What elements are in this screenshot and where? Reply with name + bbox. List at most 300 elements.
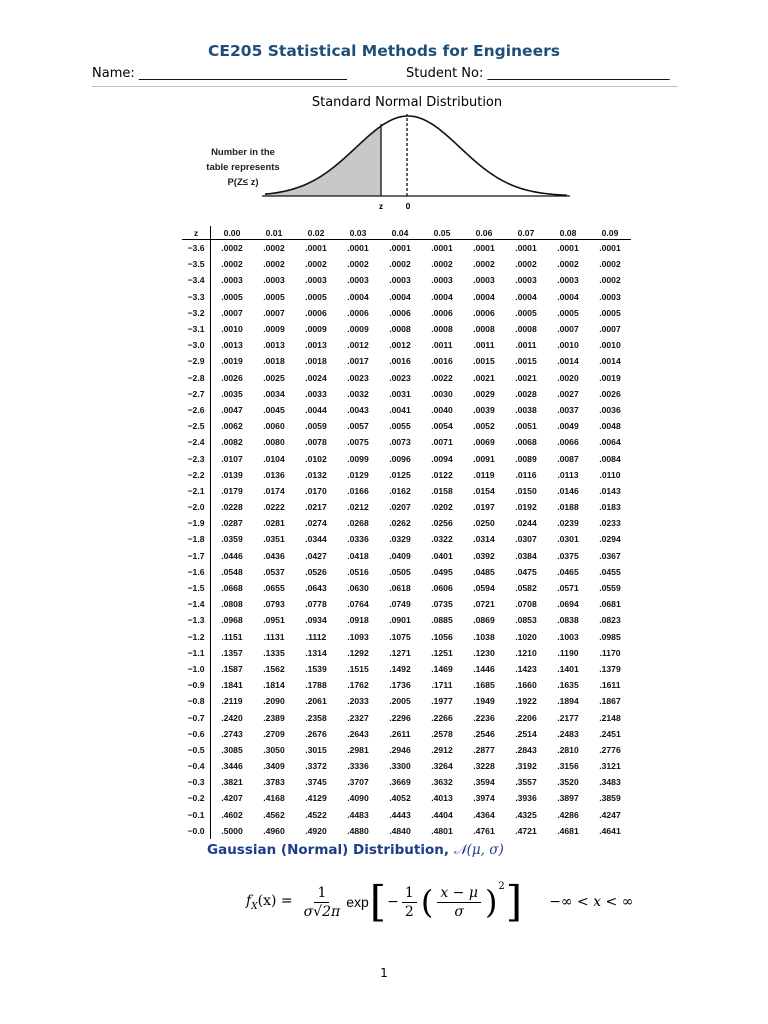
probability-cell: .0212 (347, 502, 369, 513)
probability-cell: .0024 (305, 372, 327, 383)
table-row (182, 450, 631, 466)
table-row (182, 596, 631, 612)
probability-cell: .3121 (599, 761, 621, 772)
column-header: 0.08 (547, 226, 589, 240)
probability-cell: .4013 (431, 793, 453, 804)
probability-cell: .1038 (473, 631, 495, 642)
probability-cell: .0045 (263, 404, 285, 415)
probability-cell: .0034 (263, 388, 285, 399)
probability-cell: .0010 (557, 340, 579, 351)
formula-sub: X (251, 901, 258, 912)
probability-cell: .0401 (431, 550, 453, 561)
probability-cell: .0064 (599, 437, 621, 448)
column-header: 0.02 (295, 226, 337, 240)
probability-cell: .0023 (347, 372, 369, 383)
probability-cell: .2643 (347, 728, 369, 739)
probability-cell: .1611 (599, 680, 621, 691)
probability-cell: .0643 (305, 583, 327, 594)
probability-cell: .0322 (431, 534, 453, 545)
probability-cell: .4920 (305, 825, 327, 836)
probability-cell: .3632 (431, 777, 453, 788)
table-row (182, 726, 631, 742)
probability-cell: .1977 (431, 696, 453, 707)
probability-cell: .2090 (263, 696, 285, 707)
probability-cell: .0021 (515, 372, 537, 383)
table-row (182, 370, 631, 386)
probability-cell: .0630 (347, 583, 369, 594)
table-row (182, 645, 631, 661)
probability-cell: .0051 (515, 421, 537, 432)
probability-cell: .4880 (347, 825, 369, 836)
probability-cell: .0013 (305, 340, 327, 351)
z-value-cell: −0.2 (182, 790, 211, 806)
probability-cell: .0183 (599, 502, 621, 513)
z-value-cell: −3.2 (182, 305, 211, 321)
probability-cell: .0007 (221, 307, 243, 318)
probability-cell: .2709 (263, 728, 285, 739)
probability-cell: .3264 (431, 761, 453, 772)
probability-cell: .0006 (389, 307, 411, 318)
probability-cell: .2358 (305, 712, 327, 723)
coefficient-fraction (301, 885, 344, 920)
probability-cell: .1711 (431, 680, 453, 691)
probability-cell: .0001 (305, 243, 327, 254)
probability-cell: .2981 (347, 744, 369, 755)
probability-cell: .0005 (263, 291, 285, 302)
probability-cell: .1151 (221, 631, 243, 642)
probability-cell: .0217 (305, 502, 327, 513)
probability-cell: .4286 (557, 809, 579, 820)
open-paren: ( (420, 883, 434, 921)
probability-cell: .0010 (599, 340, 621, 351)
probability-cell: .1446 (473, 663, 495, 674)
probability-cell: .1492 (389, 663, 411, 674)
probability-cell: .2514 (515, 728, 537, 739)
column-header: 0.05 (421, 226, 463, 240)
probability-cell: .0021 (473, 372, 495, 383)
probability-cell: .0006 (431, 307, 453, 318)
probability-cell: .0003 (347, 275, 369, 286)
z-value-cell: −0.6 (182, 726, 211, 742)
probability-cell: .0048 (599, 421, 621, 432)
probability-cell: .3821 (221, 777, 243, 788)
probability-cell: .3669 (389, 777, 411, 788)
z-value-cell: −0.1 (182, 807, 211, 823)
probability-cell: .0091 (473, 453, 495, 464)
table-row (182, 823, 631, 839)
probability-cell: .1841 (221, 680, 243, 691)
probability-cell: .0162 (389, 485, 411, 496)
probability-cell: .0006 (347, 307, 369, 318)
probability-cell: .0012 (347, 340, 369, 351)
probability-cell: .2578 (431, 728, 453, 739)
probability-cell: .0951 (263, 615, 285, 626)
probability-cell: .1423 (515, 663, 537, 674)
probability-cell: .0002 (389, 259, 411, 270)
probability-cell: .0516 (347, 566, 369, 577)
column-header: 0.04 (379, 226, 421, 240)
close-bracket: ] (505, 877, 523, 926)
probability-cell: .4129 (305, 793, 327, 804)
probability-cell: .0901 (389, 615, 411, 626)
probability-cell: .0001 (389, 243, 411, 254)
probability-cell: .0344 (305, 534, 327, 545)
probability-cell: .0436 (263, 550, 285, 561)
probability-cell: .0026 (221, 372, 243, 383)
probability-cell: .0853 (515, 615, 537, 626)
probability-cell: .1271 (389, 647, 411, 658)
minus-sign: − (387, 894, 399, 910)
probability-cell: .0025 (263, 372, 285, 383)
probability-cell: .0003 (473, 275, 495, 286)
probability-cell: .0029 (473, 388, 495, 399)
probability-cell: .4364 (473, 809, 495, 820)
probability-cell: .1587 (221, 663, 243, 674)
probability-cell: .2546 (473, 728, 495, 739)
probability-cell: .0250 (473, 518, 495, 529)
probability-cell: .0002 (263, 243, 285, 254)
table-row (182, 272, 631, 288)
probability-cell: .0002 (263, 259, 285, 270)
probability-cell: .3557 (515, 777, 537, 788)
table-row (182, 289, 631, 305)
z-marker: z (378, 201, 384, 211)
z-value-cell: −1.4 (182, 596, 211, 612)
probability-cell: .0057 (347, 421, 369, 432)
probability-cell: .0002 (557, 259, 579, 270)
probability-cell: .0329 (389, 534, 411, 545)
table-row (182, 661, 631, 677)
probability-cell: .0129 (347, 469, 369, 480)
table-row (182, 353, 631, 369)
coefficient-denominator: σ√2π (303, 903, 341, 920)
probability-cell: .1867 (599, 696, 621, 707)
probability-cell: .1635 (557, 680, 579, 691)
probability-cell: .0001 (473, 243, 495, 254)
column-header: 0.06 (463, 226, 505, 240)
probability-cell: .0526 (305, 566, 327, 577)
probability-cell: .0003 (221, 275, 243, 286)
probability-cell: .4483 (347, 809, 369, 820)
probability-cell: .0838 (557, 615, 579, 626)
probability-cell: .1190 (557, 647, 579, 658)
probability-cell: .1292 (347, 647, 369, 658)
table-row (182, 564, 631, 580)
student-number-field: Student No: ____________________________ (406, 66, 670, 81)
page-number: 1 (380, 966, 388, 980)
probability-cell: .0681 (599, 599, 621, 610)
probability-cell: .0011 (473, 340, 495, 351)
probability-cell: .0002 (221, 243, 243, 254)
table-row (182, 677, 631, 693)
probability-cell: .0080 (263, 437, 285, 448)
probability-cell: .0010 (221, 324, 243, 335)
probability-cell: .4562 (263, 809, 285, 820)
z-value-cell: −1.1 (182, 645, 211, 661)
table-row (182, 693, 631, 709)
table-row (182, 629, 631, 645)
table-row (182, 742, 631, 758)
table-row (182, 483, 631, 499)
probability-cell: .0022 (431, 372, 453, 383)
z-value-cell: −0.0 (182, 823, 211, 839)
probability-cell: .0066 (557, 437, 579, 448)
probability-cell: .0055 (389, 421, 411, 432)
formula-domain: −∞ < x < ∞ (549, 894, 634, 910)
probability-cell: .0019 (599, 372, 621, 383)
probability-cell: .4761 (473, 825, 495, 836)
probability-cell: .2451 (599, 728, 621, 739)
probability-cell: .3409 (263, 761, 285, 772)
probability-cell: .0116 (515, 469, 537, 480)
probability-cell: .0409 (389, 550, 411, 561)
probability-cell: .0003 (263, 275, 285, 286)
probability-cell: .0359 (221, 534, 243, 545)
probability-cell: .4960 (263, 825, 285, 836)
probability-cell: .0005 (557, 307, 579, 318)
probability-cell: .1814 (263, 680, 285, 691)
table-row (182, 807, 631, 823)
probability-cell: .0007 (557, 324, 579, 335)
z-table (182, 226, 631, 839)
probability-cell: .0002 (599, 259, 621, 270)
probability-cell: .0104 (263, 453, 285, 464)
probability-cell: .0869 (473, 615, 495, 626)
probability-cell: .0003 (305, 275, 327, 286)
probability-cell: .0170 (305, 485, 327, 496)
z-value-cell: −2.7 (182, 386, 211, 402)
probability-cell: .1075 (389, 631, 411, 642)
probability-cell: .1788 (305, 680, 327, 691)
probability-cell: .1401 (557, 663, 579, 674)
probability-cell: .2483 (557, 728, 579, 739)
probability-cell: .0233 (599, 518, 621, 529)
probability-cell: .0166 (347, 485, 369, 496)
probability-cell: .0018 (305, 356, 327, 367)
probability-cell: .0294 (599, 534, 621, 545)
column-header: 0.01 (253, 226, 295, 240)
probability-cell: .1515 (347, 663, 369, 674)
probability-cell: .0006 (305, 307, 327, 318)
probability-cell: .4522 (305, 809, 327, 820)
table-row (182, 467, 631, 483)
probability-cell: .0721 (473, 599, 495, 610)
probability-cell: .3707 (347, 777, 369, 788)
gaussian-title-text: Gaussian (Normal) Distribution, (207, 842, 449, 858)
probability-cell: .0174 (263, 485, 285, 496)
probability-cell: .0037 (557, 404, 579, 415)
table-row (182, 402, 631, 418)
probability-cell: .0059 (305, 421, 327, 432)
probability-cell: .0002 (599, 275, 621, 286)
probability-cell: .2912 (431, 744, 453, 755)
probability-cell: .4602 (221, 809, 243, 820)
close-paren: ) (484, 883, 498, 921)
z-value-cell: −0.3 (182, 774, 211, 790)
probability-cell: .2119 (221, 696, 243, 707)
probability-cell: .0068 (515, 437, 537, 448)
probability-cell: .2676 (305, 728, 327, 739)
probability-cell: .0268 (347, 518, 369, 529)
probability-cell: .0571 (557, 583, 579, 594)
probability-cell: .0014 (599, 356, 621, 367)
probability-cell: .4168 (263, 793, 285, 804)
table-row (182, 305, 631, 321)
z-value-cell: −3.5 (182, 256, 211, 272)
probability-cell: .1357 (221, 647, 243, 658)
probability-cell: .0694 (557, 599, 579, 610)
half-numerator: 1 (402, 885, 417, 903)
table-row (182, 321, 631, 337)
probability-cell: .0505 (389, 566, 411, 577)
z-value-cell: −1.5 (182, 580, 211, 596)
z-value-cell: −2.0 (182, 499, 211, 515)
probability-cell: .3974 (473, 793, 495, 804)
inner-denominator: σ (454, 903, 464, 920)
probability-cell: .0041 (389, 404, 411, 415)
column-header: 0.00 (211, 226, 254, 240)
probability-cell: .1660 (515, 680, 537, 691)
probability-cell: .1762 (347, 680, 369, 691)
z-value-cell: −1.2 (182, 629, 211, 645)
probability-cell: .0028 (515, 388, 537, 399)
table-row (182, 758, 631, 774)
probability-cell: .4090 (347, 793, 369, 804)
probability-cell: .0001 (557, 243, 579, 254)
probability-cell: .3594 (473, 777, 495, 788)
probability-cell: .3483 (599, 777, 621, 788)
probability-cell: .0455 (599, 566, 621, 577)
probability-cell: .0003 (431, 275, 453, 286)
z-value-cell: −0.7 (182, 709, 211, 725)
probability-cell: .0011 (431, 340, 453, 351)
probability-cell: .3050 (263, 744, 285, 755)
probability-cell: .0239 (557, 518, 579, 529)
probability-cell: .0049 (557, 421, 579, 432)
probability-cell: .0548 (221, 566, 243, 577)
probability-cell: .2776 (599, 744, 621, 755)
z-value-cell: −3.3 (182, 289, 211, 305)
probability-cell: .0014 (557, 356, 579, 367)
probability-cell: .0367 (599, 550, 621, 561)
probability-cell: .0054 (431, 421, 453, 432)
probability-cell: .1335 (263, 647, 285, 658)
probability-cell: .2611 (389, 728, 411, 739)
probability-cell: .0132 (305, 469, 327, 480)
probability-cell: .0013 (263, 340, 285, 351)
probability-cell: .4404 (431, 809, 453, 820)
probability-cell: .2743 (221, 728, 243, 739)
table-body (182, 240, 631, 839)
probability-cell: .0314 (473, 534, 495, 545)
probability-cell: .1112 (305, 631, 327, 642)
table-row (182, 386, 631, 402)
probability-cell: .2005 (389, 696, 411, 707)
probability-cell: .0375 (557, 550, 579, 561)
probability-cell: .1736 (389, 680, 411, 691)
probability-cell: .2148 (599, 712, 621, 723)
probability-cell: .0038 (515, 404, 537, 415)
probability-cell: .1562 (263, 663, 285, 674)
probability-cell: .3897 (557, 793, 579, 804)
half-denominator: 2 (404, 903, 414, 920)
probability-cell: .0016 (431, 356, 453, 367)
probability-cell: .0110 (599, 469, 621, 480)
probability-cell: .2877 (473, 744, 495, 755)
probability-cell: .0026 (599, 388, 621, 399)
probability-cell: .0192 (515, 502, 537, 513)
probability-cell: .0197 (473, 502, 495, 513)
probability-cell: .0007 (599, 324, 621, 335)
figure-caption (200, 145, 286, 190)
probability-cell: .0778 (305, 599, 327, 610)
table-row (182, 580, 631, 596)
probability-cell: .0005 (305, 291, 327, 302)
probability-cell: .0113 (557, 469, 579, 480)
probability-cell: .0885 (431, 615, 453, 626)
exp-label: exp (346, 894, 369, 910)
probability-cell: .2327 (347, 712, 369, 723)
probability-cell: .4325 (515, 809, 537, 820)
power-2: 2 (498, 880, 505, 892)
probability-cell: .0008 (431, 324, 453, 335)
probability-cell: .0020 (557, 372, 579, 383)
probability-cell: .0089 (515, 453, 537, 464)
probability-cell: .1170 (599, 647, 621, 658)
probability-cell: .0078 (305, 437, 327, 448)
probability-cell: .0207 (389, 502, 411, 513)
probability-cell: .0043 (347, 404, 369, 415)
probability-cell: .0033 (305, 388, 327, 399)
probability-cell: .0002 (347, 259, 369, 270)
probability-cell: .0003 (557, 275, 579, 286)
probability-cell: .0228 (221, 502, 243, 513)
probability-cell: .0069 (473, 437, 495, 448)
probability-cell: .1093 (347, 631, 369, 642)
probability-cell: .0793 (263, 599, 285, 610)
z-value-cell: −1.9 (182, 515, 211, 531)
probability-cell: .3085 (221, 744, 243, 755)
probability-cell: .1894 (557, 696, 579, 707)
formula-f: f (246, 892, 252, 909)
probability-cell: .0002 (221, 259, 243, 270)
formula-arg: (x) = (257, 892, 293, 909)
probability-cell: .0012 (389, 340, 411, 351)
probability-cell: .0179 (221, 485, 243, 496)
probability-cell: .4681 (557, 825, 579, 836)
z-value-cell: −1.8 (182, 531, 211, 547)
probability-cell: .0017 (347, 356, 369, 367)
probability-cell: .1469 (431, 663, 453, 674)
probability-cell: .1922 (515, 696, 537, 707)
half-fraction (402, 885, 417, 920)
probability-cell: .0202 (431, 502, 453, 513)
table-row (182, 774, 631, 790)
figure-title: Standard Normal Distribution (311, 95, 503, 110)
probability-cell: .0708 (515, 599, 537, 610)
probability-cell: .0096 (389, 453, 411, 464)
probability-cell: .3192 (515, 761, 537, 772)
zero-marker: 0 (405, 201, 411, 211)
normal-curve-figure (0, 0, 768, 225)
probability-cell: .1020 (515, 631, 537, 642)
probability-cell: .2946 (389, 744, 411, 755)
probability-cell: .0150 (515, 485, 537, 496)
probability-cell: .3336 (347, 761, 369, 772)
probability-cell: .0136 (263, 469, 285, 480)
z-value-cell: −0.8 (182, 693, 211, 709)
probability-cell: .0735 (431, 599, 453, 610)
